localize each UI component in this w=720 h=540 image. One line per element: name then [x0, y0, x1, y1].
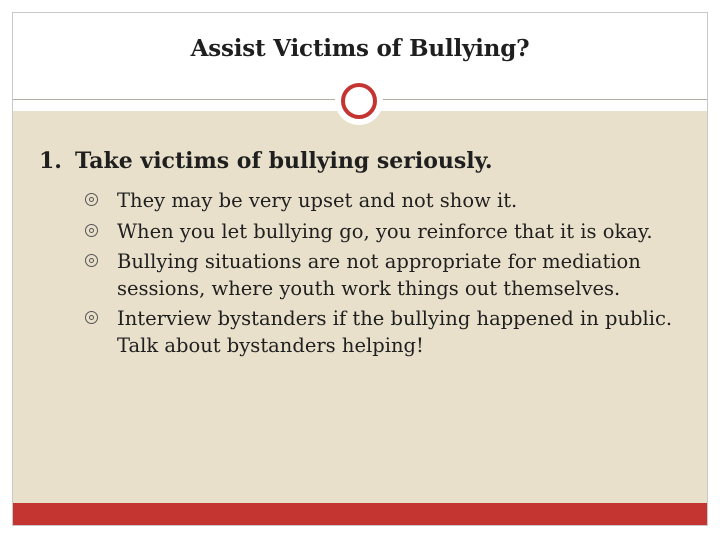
bullet-item	[85, 219, 685, 246]
bullet-item	[85, 306, 685, 359]
bottom-accent-bar	[13, 503, 707, 526]
bullet-text: Bullying situations are not appropriate for mediation sessions, where youth work things out themselves.	[117, 250, 641, 300]
circle-bullet-icon	[85, 254, 98, 267]
bullet-item	[85, 249, 685, 302]
ring-icon	[341, 83, 377, 119]
main-point	[39, 148, 493, 174]
slide-title: Assist Victims of Bullying?	[190, 35, 530, 62]
main-point-text: Take victims of bullying seriously.	[75, 148, 493, 174]
bullet-list	[85, 188, 685, 363]
bullet-text: They may be very upset and not show it.	[117, 189, 518, 212]
bullet-text: Interview bystanders if the bullying happened in public. Talk about bystanders helping!	[117, 307, 673, 357]
bullet-item	[85, 188, 685, 215]
slide	[12, 12, 708, 526]
circle-bullet-icon	[85, 193, 98, 206]
circle-bullet-icon	[85, 224, 98, 237]
main-point-number: 1.	[39, 148, 62, 174]
bullet-text: When you let bullying go, you reinforce that it is okay.	[117, 219, 653, 243]
circle-bullet-icon	[85, 311, 98, 324]
